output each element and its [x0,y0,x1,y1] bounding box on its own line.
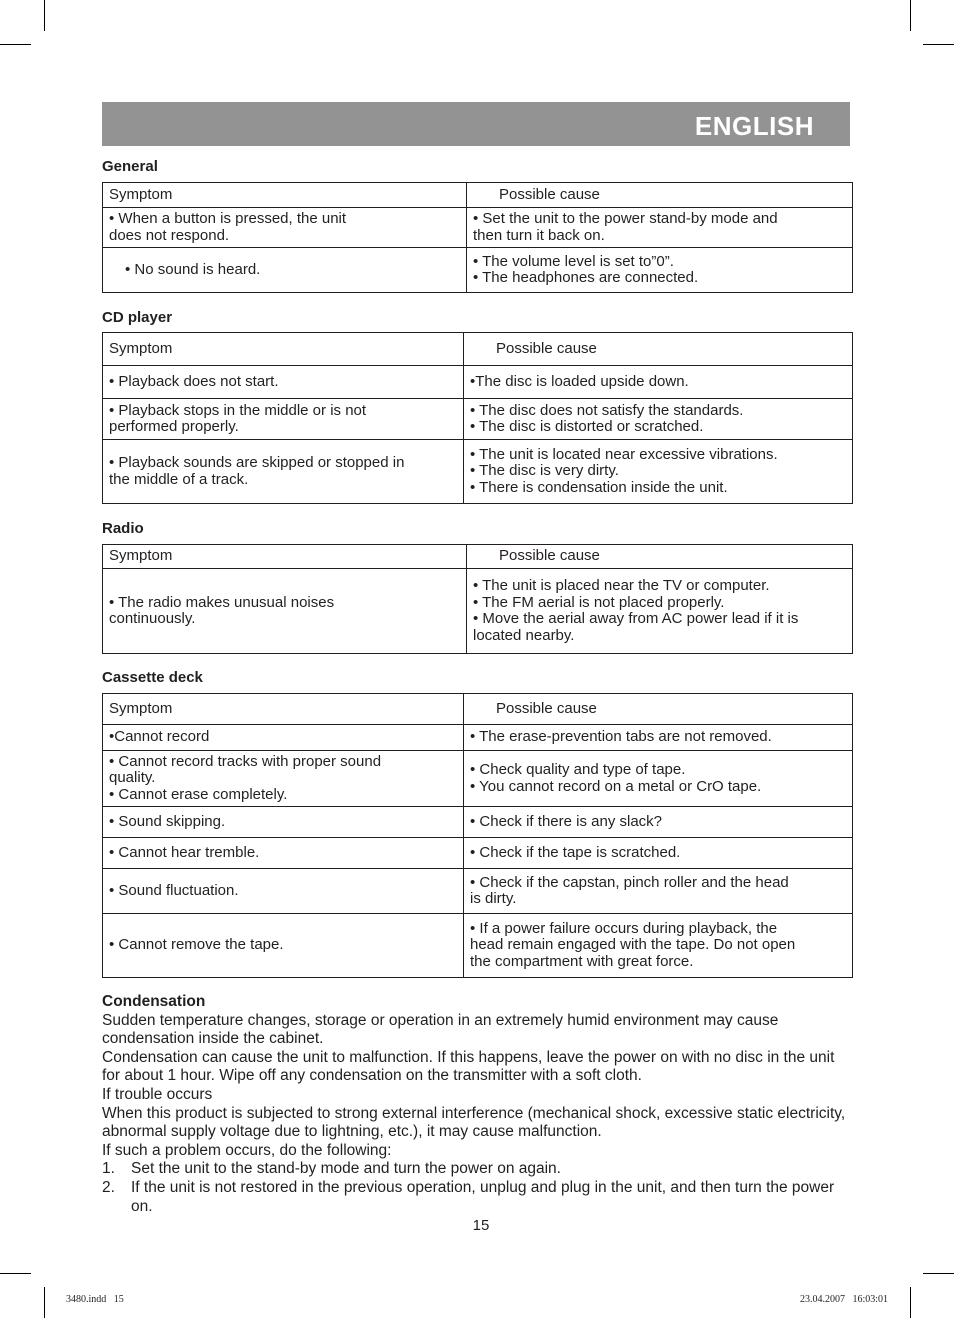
symptom-cell: • Cannot record tracks with proper sound quality. • Cannot erase completely. [103,751,464,807]
condensation-section [102,993,854,1216]
symptom-cell: • Playback does not start. [103,366,464,399]
table-row [103,366,853,399]
symptom-cell: •Cannot record [103,725,464,751]
table-row [103,751,853,807]
symptom-header: Symptom [103,333,464,366]
crop-mark [910,0,911,31]
list-number: 2. [102,1178,115,1196]
cause-cell: • Check quality and type of tape. • You cannot record on a metal or CrO tape. [464,751,853,807]
cause-cell: • Check if the tape is scratched. [464,838,853,869]
symptom-cell: • Sound fluctuation. [103,869,464,914]
trouble-paragraph: When this product is subjected to strong external interference (mechanical shock, excessive static electricity, abnormal supply voltage due to lightning, etc.), it may cause malfunction. [102,1104,846,1141]
radio-table [102,544,853,654]
table-row [103,399,853,440]
cause-cell: • The unit is located near excessive vibrations. • The disc is very dirty. • There is condensation inside the unit. [464,440,853,504]
footer-timestamp: 23.04.2007 16:03:01 [799,1294,888,1305]
table-row [103,440,853,504]
list-text: Set the unit to the stand-by mode and turn the power on again. [131,1160,561,1178]
general-table [102,182,853,293]
language-title: ENGLISH [694,111,814,141]
list-item [102,1179,854,1216]
symptom-header: Symptom [103,183,467,208]
symptom-cell: • Playback sounds are skipped or stopped in the middle of a track. [103,440,464,504]
trouble-paragraph: If such a problem occurs, do the following: [102,1141,392,1159]
table-row [103,208,853,248]
crop-mark [910,1287,911,1318]
section-title-general: General [102,158,158,175]
list-text: If the unit is not restored in the previous operation, unplug and plug in the unit, and then turn the power on. [131,1178,835,1215]
footer-filename: 3480.indd 15 [66,1294,124,1305]
crop-mark [0,1273,31,1274]
cause-cell: • The disc does not satisfy the standards. • The disc is distorted or scratched. [464,399,853,440]
cause-header: Possible cause [467,545,853,569]
condensation-paragraph: Condensation can cause the unit to malfunction. If this happens, leave the power on with no disc in the unit for about 1 hour. Wipe off any condensation on the transmitter with a soft cloth. [102,1048,835,1085]
crop-mark [44,1287,45,1318]
list-number: 1. [102,1160,115,1178]
crop-mark [923,44,954,45]
section-title-radio: Radio [102,520,144,537]
symptom-cell: • The radio makes unusual noises continuously. [103,569,467,654]
page-number: 15 [472,1217,490,1234]
cause-header: Possible cause [467,183,853,208]
cause-cell: • The volume level is set to”0”. • The headphones are connected. [467,248,853,293]
cause-cell: • Check if the capstan, pinch roller and the head is dirty. [464,869,853,914]
table-row [103,838,853,869]
list-item [102,1160,854,1179]
cause-header: Possible cause [464,333,853,366]
table-header-row [103,545,853,569]
symptom-cell: • Sound skipping. [103,807,464,838]
crop-mark [0,44,31,45]
cause-cell: • Check if there is any slack? [464,807,853,838]
symptom-cell: • Cannot hear tremble. [103,838,464,869]
crop-mark [44,0,45,31]
symptom-header: Symptom [103,694,464,725]
trouble-title: If trouble occurs [102,1085,213,1103]
cause-cell: • Set the unit to the power stand-by mode and then turn it back on. [467,208,853,248]
symptom-cell: • No sound is heard. [103,248,467,293]
cause-header: Possible cause [464,694,853,725]
crop-mark [923,1273,954,1274]
section-title-cd-player: CD player [102,309,173,326]
language-header-bar [102,102,850,146]
symptom-header: Symptom [103,545,467,569]
symptom-cell: • When a button is pressed, the unit does not respond. [103,208,467,248]
cause-cell: •The disc is loaded upside down. [464,366,853,399]
section-title-cassette-deck: Cassette deck [102,669,203,686]
cd-player-table [102,332,853,504]
cassette-deck-table [102,693,853,978]
table-row [103,569,853,654]
table-row [103,869,853,914]
table-row [103,725,853,751]
symptom-cell: • Playback stops in the middle or is not performed properly. [103,399,464,440]
condensation-title: Condensation [102,993,206,1010]
cause-cell: • The unit is placed near the TV or computer. • The FM aerial is not placed properly. • Move the aerial away from AC power lead if it is located nearby. [467,569,853,654]
table-row [103,807,853,838]
table-header-row [103,183,853,208]
cause-cell: • The erase-prevention tabs are not removed. [464,725,853,751]
table-row [103,914,853,978]
symptom-cell: • Cannot remove the tape. [103,914,464,978]
cause-cell: • If a power failure occurs during playback, the head remain engaged with the tape. Do not open the compartment with great force. [464,914,853,978]
table-header-row [103,333,853,366]
table-row [103,248,853,293]
table-header-row [103,694,853,725]
condensation-paragraph: Sudden temperature changes, storage or operation in an extremely humid environment may cause condensation inside the cabinet. [102,1011,779,1048]
